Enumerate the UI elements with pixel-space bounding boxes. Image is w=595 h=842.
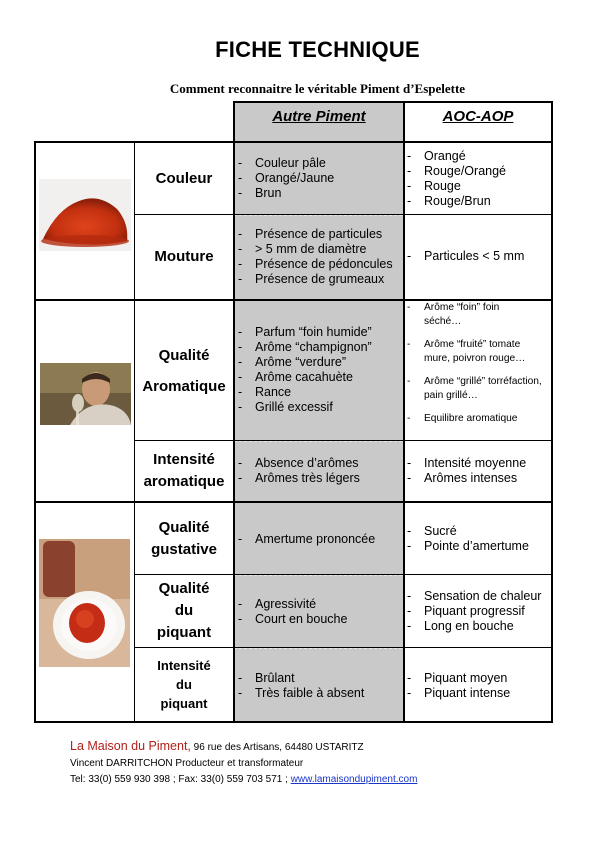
list-item: - Présence de pédoncules [236, 257, 393, 272]
list-item: - Arôme “fruité” tomate mure, poivron rouge… [405, 338, 542, 365]
autre-couleur-list [236, 156, 334, 201]
autre-piment-header: Autre Piment [272, 108, 366, 125]
category-mouture [135, 215, 233, 299]
list-item: - Rouge/Brun [405, 194, 506, 209]
list-item: - Rouge/Orangé [405, 164, 506, 179]
autre-aromatique-list [236, 325, 372, 415]
list-item: - Arôme “champignon” [236, 340, 372, 355]
autre-mouture-list [236, 227, 393, 287]
category-line: piquant [160, 696, 208, 711]
list-item: - Arôme “grillé” torréfaction, pain grillé… [405, 375, 544, 402]
list-item: - Absence d’arômes [236, 456, 360, 471]
footer [70, 738, 417, 788]
list-item: - Arôme cacahuète [236, 370, 372, 385]
list-item: - Brun [236, 186, 334, 201]
contact-numbers: Tel: 33(0) 559 930 398 ; Fax: 33(0) 559 703 571 ; [70, 774, 291, 785]
category-line: Qualité [158, 346, 210, 364]
aoc-aop-header: AOC-AOP [442, 108, 514, 125]
aoc-gustative-list [405, 524, 529, 554]
category-qualite-du-piquant [135, 575, 233, 647]
brand-name: La Maison du Piment, [70, 739, 191, 753]
aoc-intensite-piquant-list [405, 671, 510, 701]
list-item: - Orangé [405, 149, 506, 164]
category-line: Couleur [155, 169, 213, 187]
category-line: Mouture [154, 248, 214, 265]
autre-gustative-list [236, 532, 375, 547]
category-qualite-gustative [135, 503, 233, 574]
category-line: Aromatique [142, 377, 226, 395]
list-item: - > 5 mm de diamètre [236, 242, 393, 257]
list-item: - Long en bouche [405, 619, 541, 634]
list-item: - Parfum “foin humide” [236, 325, 372, 340]
footer-line-2: Vincent DARRITCHON Producteur et transformateur [70, 758, 304, 769]
list-item: - Arômes très légers [236, 471, 360, 486]
list-item: - Sensation de chaleur [405, 589, 541, 604]
list-item: - Très faible à absent [236, 686, 364, 701]
autre-piquant-list [236, 597, 347, 627]
list-item: - Equilibre aromatique [405, 412, 550, 426]
pepper-powder-photo [39, 179, 131, 251]
list-item: - Piquant moyen [405, 671, 510, 686]
aoc-intensite-list [405, 456, 526, 486]
comparison-table [34, 101, 553, 723]
footer-line-3 [70, 772, 417, 788]
footer-line-1 [70, 738, 417, 756]
autre-intensite-list [236, 456, 360, 486]
list-item: - Agressivité [236, 597, 347, 612]
list-item: - Arôme “verdure” [236, 355, 372, 370]
website-link[interactable]: www.lamaisondupiment.com [290, 774, 418, 785]
aoc-aromatique-list [405, 301, 550, 426]
list-item: - Piquant intense [405, 686, 510, 701]
footer-address: 96 rue des Artisans, 64480 USTARITZ [190, 742, 364, 753]
category-line: gustative [151, 540, 217, 558]
list-item: - Court en bouche [236, 612, 347, 627]
list-item: - Piquant progressif [405, 604, 541, 619]
category-line: Qualité [158, 518, 210, 536]
list-item: - Rouge [405, 179, 506, 194]
list-item: - Arômes intenses [405, 471, 526, 486]
category-qualite-aromatique [135, 301, 233, 440]
category-line: piquant [156, 624, 212, 641]
page-title: FICHE TECHNIQUE [215, 37, 420, 62]
man-tasting-photo [40, 363, 131, 425]
category-intensite-du-piquant [135, 648, 233, 721]
category-line: du [174, 602, 194, 619]
category-line: aromatique [143, 473, 225, 490]
aoc-couleur-list [405, 149, 506, 209]
pepper-bowl-photo [39, 539, 130, 667]
autre-intensite-piquant-list [236, 671, 364, 701]
list-item: - Particules < 5 mm [405, 249, 524, 264]
list-item: - Pointe d’amertume [405, 539, 529, 554]
list-item: - Couleur pâle [236, 156, 334, 171]
category-intensite-aromatique [135, 441, 233, 501]
list-item: - Rance [236, 385, 372, 400]
category-line: Intensité [153, 451, 215, 468]
list-item: - Présence de grumeaux [236, 272, 393, 287]
list-item: - Présence de particules [236, 227, 393, 242]
category-line: Qualité [158, 580, 210, 597]
list-item: - Grillé excessif [236, 400, 372, 415]
list-item: - Sucré [405, 524, 529, 539]
list-item: - Intensité moyenne [405, 456, 526, 471]
page-subtitle: Comment reconnaitre le véritable Piment d’Espelette [169, 81, 466, 96]
list-item: - Brûlant [236, 671, 364, 686]
aoc-piquant-list [405, 589, 541, 634]
list-item: - Orangé/Jaune [236, 171, 334, 186]
list-item: - Arôme “foin” foin séché… [405, 301, 504, 328]
category-line: Intensité [157, 658, 211, 673]
aoc-mouture-list [405, 249, 524, 264]
category-couleur [135, 143, 233, 214]
category-line: du [176, 677, 192, 692]
list-item: - Amertume prononcée [236, 532, 375, 547]
